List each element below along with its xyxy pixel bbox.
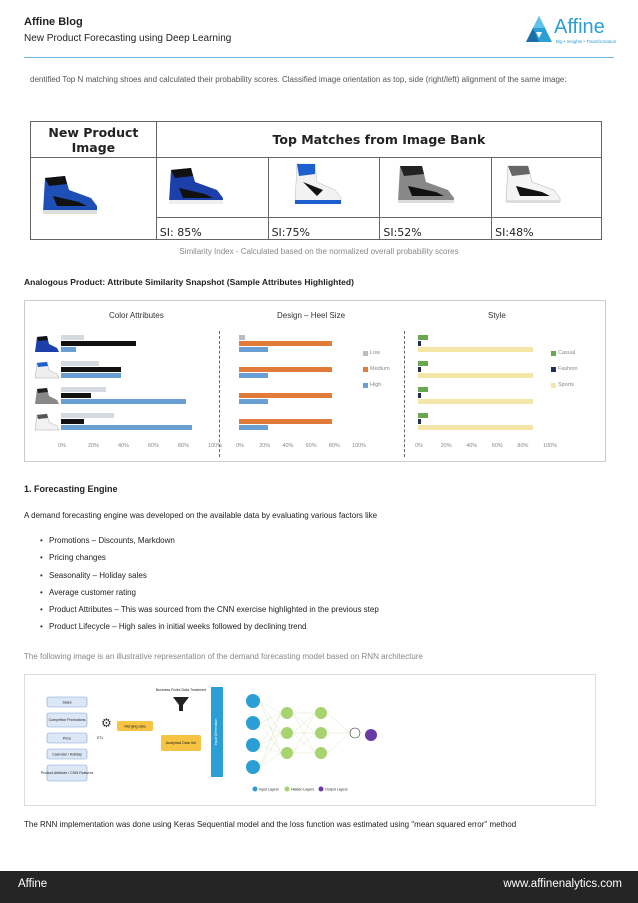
input-node — [246, 738, 260, 752]
legend-label-2-0: Casual — [558, 350, 576, 356]
similarity-caption: Similarity Index - Calculated based on the normalized overall probability scores — [179, 247, 459, 256]
bar-2-2-0 — [418, 387, 428, 392]
x-tick-0-5: 100% — [208, 443, 223, 449]
x-tick-0-3: 60% — [148, 443, 160, 449]
input-label-5: Product Attribute / CNN Features — [40, 771, 94, 775]
bar-2-1-2 — [418, 373, 533, 378]
input-label-2: Competitor Promotions — [48, 718, 86, 722]
input-generation-label: Input Generation — [214, 718, 218, 746]
shoe-match-table — [30, 121, 602, 240]
match-4-score: SI:48% — [492, 218, 602, 240]
gear-icon: ⚙ — [101, 716, 112, 730]
bar-0-1-0 — [61, 361, 99, 366]
bar-0-3-2 — [61, 425, 192, 430]
bar-0-0-1 — [61, 341, 136, 346]
bar-2-2-1 — [418, 393, 421, 398]
list-item: • Average customer rating — [40, 584, 379, 601]
input-node — [246, 694, 260, 708]
footer-brand: Affine — [18, 878, 48, 890]
bar-1-2-1 — [239, 393, 332, 398]
rnn-edge — [260, 701, 281, 753]
hidden-node — [281, 707, 293, 719]
input-node — [246, 760, 260, 774]
legend-swatch-2-0 — [551, 351, 556, 356]
x-tick-0-2: 40% — [118, 443, 130, 449]
x-tick-1-0: 0% — [236, 443, 244, 449]
bar-1-2-2 — [239, 399, 268, 404]
legend-swatch-2-1 — [551, 367, 556, 372]
x-tick-2-3: 60% — [491, 443, 503, 449]
bar-0-0-0 — [61, 335, 84, 340]
match-3-score: SI:52% — [380, 218, 492, 240]
analytical-label: Analytical Data Set — [165, 741, 197, 745]
hidden-node — [315, 707, 327, 719]
blog-title: Affine Blog — [24, 16, 83, 28]
legend-input-dot — [253, 787, 258, 792]
etl-label: ETL — [97, 736, 104, 740]
x-tick-2-2: 40% — [466, 443, 478, 449]
bar-1-3-2 — [239, 425, 268, 430]
x-tick-1-4: 80% — [328, 443, 340, 449]
x-tick-1-1: 20% — [259, 443, 271, 449]
legend-label-2-2: Sports — [558, 382, 574, 388]
bar-0-0-2 — [61, 347, 76, 352]
rnn-edge — [260, 701, 281, 733]
color-chart-title: Color Attributes — [109, 311, 164, 320]
legend-input-label: Input Layers — [259, 787, 279, 792]
bar-2-1-1 — [418, 367, 421, 372]
match-1-score: SI: 85% — [156, 218, 268, 240]
match-4-image-cell — [492, 158, 602, 218]
output-node — [365, 729, 377, 741]
bar-2-0-0 — [418, 335, 428, 340]
legend-swatch-1-0 — [363, 351, 368, 356]
chart-divider-1 — [219, 331, 220, 457]
affine-logo[interactable] — [524, 14, 617, 48]
bar-0-2-2 — [61, 399, 186, 404]
bar-1-3-1 — [239, 419, 332, 424]
style-chart-title: Style — [488, 311, 506, 320]
bar-2-2-2 — [418, 399, 533, 404]
x-tick-0-4: 80% — [178, 443, 190, 449]
input-label-1: Sales — [62, 700, 72, 705]
bar-1-1-1 — [239, 367, 332, 372]
triangle-logo-icon — [524, 14, 554, 44]
rnn-implementation-text: The RNN implementation was done using Keras Sequential model and the loss function was estimated using "mean squared error" method — [24, 820, 517, 829]
legend-hidden-dot — [285, 787, 290, 792]
x-tick-1-3: 60% — [305, 443, 317, 449]
list-item: • Seasonality – Holiday sales — [40, 567, 379, 584]
new-product-header: New Product Image — [31, 122, 157, 158]
match-1-image-cell — [156, 158, 268, 218]
list-item: • Product Lifecycle – High sales in initial weeks followed by declining trend — [40, 618, 379, 635]
new-product-shoe-image — [39, 172, 101, 216]
section-lead: A demand forecasting engine was developed on the available data by evaluating various factors like — [24, 511, 378, 520]
funnel-icon — [173, 697, 189, 711]
bar-1-1-2 — [239, 373, 268, 378]
bar-2-0-2 — [418, 347, 533, 352]
rnn-edge — [327, 713, 350, 733]
legend-hidden-label: Hidden Layers — [291, 787, 315, 792]
list-item: • Promotions – Discounts, Markdown — [40, 532, 379, 549]
legend-swatch-2-2 — [551, 383, 556, 388]
section-heading: 1. Forecasting Engine — [24, 484, 118, 494]
legend-label-1-1: Medium — [370, 366, 390, 372]
bar-2-1-0 — [418, 361, 428, 366]
footer-website-link[interactable]: www.affinenalytics.com — [503, 878, 622, 890]
snapshot-title: Analogous Product: Attribute Similarity Snapshot (Sample Attributes Highlighted) — [24, 277, 354, 287]
x-tick-2-1: 20% — [440, 443, 452, 449]
x-tick-2-5: 100% — [543, 443, 558, 449]
rnn-edge — [260, 753, 281, 767]
x-tick-2-4: 80% — [517, 443, 529, 449]
x-tick-2-0: 0% — [415, 443, 423, 449]
legend-swatch-1-1 — [363, 367, 368, 372]
chart-divider-2 — [404, 331, 405, 457]
bar-1-0-0 — [239, 335, 245, 340]
match-2-image-cell — [268, 158, 380, 218]
hidden-node — [281, 747, 293, 759]
x-tick-1-2: 40% — [282, 443, 294, 449]
heel-chart-title: Design – Heel Size — [277, 311, 346, 320]
output-node — [350, 728, 360, 738]
legend-output-dot — [319, 787, 324, 792]
attribute-similarity-charts — [24, 300, 606, 462]
input-node — [246, 716, 260, 730]
top-matches-header: Top Matches from Image Bank — [156, 122, 601, 158]
hidden-node — [315, 727, 327, 739]
bar-0-2-0 — [61, 387, 106, 392]
match-2-score: SI:75% — [268, 218, 380, 240]
rnn-edge — [260, 733, 281, 745]
color-chart-shoe-thumbnails — [33, 333, 61, 439]
bar-1-0-1 — [239, 341, 332, 346]
bar-0-2-1 — [61, 393, 91, 398]
hidden-node — [281, 727, 293, 739]
rnn-edge — [327, 733, 350, 753]
list-item: • Product Attributes – This was sourced from the CNN exercise highlighted in the previous step — [40, 601, 379, 618]
match-4-shoe-image — [502, 164, 566, 204]
factor-list — [40, 532, 379, 636]
legend-output-label: Output Layers — [325, 787, 348, 792]
match-1-shoe-image — [167, 166, 229, 206]
bar-2-0-1 — [418, 341, 421, 346]
intro-paragraph: dentified Top N matching shoes and calculated their probability scores. Classified image orientation as top, side (right/left) alignment of the same image: — [30, 75, 567, 84]
logo-tagline: Big • Insights • Transformation — [556, 39, 617, 44]
x-tick-0-0: 0% — [58, 443, 66, 449]
legend-label-2-1: Fashion — [558, 366, 578, 372]
match-3-image-cell — [380, 158, 492, 218]
rnn-architecture-diagram — [24, 674, 596, 806]
legend-swatch-1-2 — [363, 383, 368, 388]
legend-label-1-2: High — [370, 382, 382, 388]
bar-1-0-2 — [239, 347, 268, 352]
header-divider — [24, 57, 614, 58]
bar-0-1-2 — [61, 373, 121, 378]
bar-2-3-1 — [418, 419, 421, 424]
x-tick-0-1: 20% — [88, 443, 100, 449]
treatment-label: Business Rules Data Treatment — [155, 688, 207, 692]
new-product-image-cell — [31, 158, 157, 240]
merge-label: Merging data — [124, 724, 146, 729]
input-label-4: Calendar / Holiday — [52, 752, 82, 757]
rnn-edge — [260, 701, 281, 713]
match-3-shoe-image — [394, 164, 460, 204]
bar-0-3-0 — [61, 413, 114, 418]
legend-label-1-0: Low — [370, 350, 381, 356]
rnn-edge — [260, 745, 281, 753]
hidden-node — [315, 747, 327, 759]
bar-0-3-1 — [61, 419, 84, 424]
rnn-note: The following image is an illustrative representation of the demand forecasting model based on RNN architecture — [24, 652, 423, 661]
x-tick-1-5: 100% — [352, 443, 367, 449]
match-2-shoe-image — [287, 162, 345, 206]
input-label-3: Price — [62, 736, 72, 741]
bar-0-1-1 — [61, 367, 121, 372]
list-item: • Pricing changes — [40, 549, 379, 566]
bar-2-3-0 — [418, 413, 428, 418]
logo-wordmark: Affine — [554, 16, 605, 38]
blog-subtitle: New Product Forecasting using Deep Learning — [24, 33, 232, 44]
bar-2-3-2 — [418, 425, 533, 430]
